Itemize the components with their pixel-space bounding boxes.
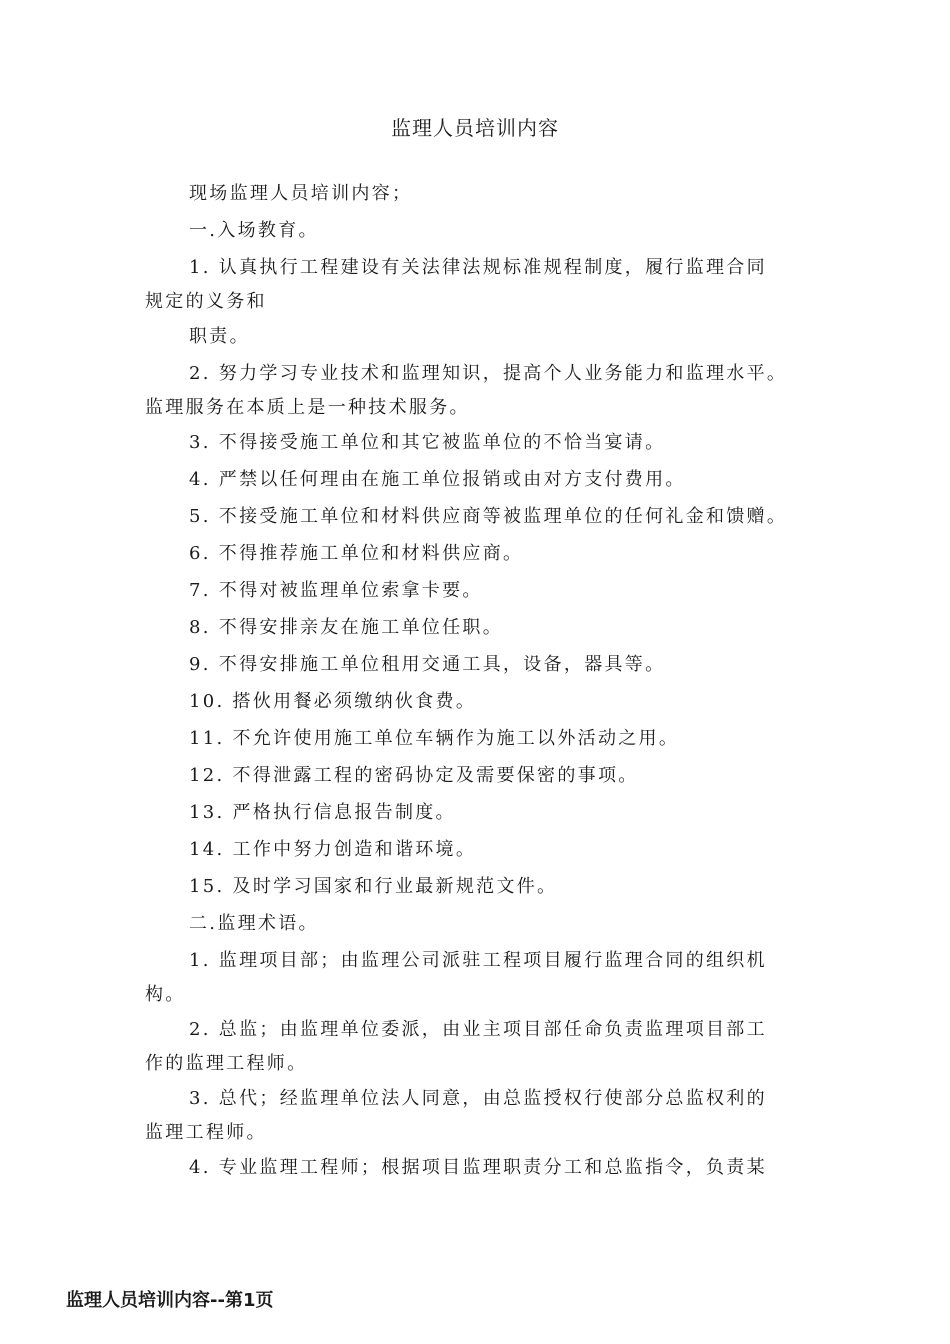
text-line: 4. 专业监理工程师；根据项目监理职责分工和总监指令，负责某 [189,1157,767,1178]
text-line: 1. 监理项目部；由监理公司派驻工程项目履行监理合同的组织机 [189,950,767,971]
text-line: 11. 不允许使用施工单位车辆作为施工以外活动之用。 [189,728,680,749]
text-line: 构。 [145,984,186,1005]
text-line: 3. 不得接受施工单位和其它被监单位的不恰当宴请。 [189,432,666,453]
text-line: 9. 不得安排施工单位租用交通工具，设备，器具等。 [189,654,666,675]
text-line: 现场监理人员培训内容； [189,183,413,204]
page-footer: 监理人员培训内容--第1页 [66,1290,274,1311]
text-line: 15. 及时学习国家和行业最新规范文件。 [189,876,558,897]
document-title: 监理人员培训内容 [391,116,559,140]
text-line: 6. 不得推荐施工单位和材料供应商。 [189,543,524,564]
text-line: 规定的义务和 [145,291,267,312]
text-line: 职责。 [189,326,250,347]
text-line: 4. 严禁以任何理由在施工单位报销或由对方支付费用。 [189,469,686,490]
document-body [145,175,815,1186]
text-line: 监理服务在本质上是一种技术服务。 [145,397,470,418]
text-line: 5. 不接受施工单位和材料供应商等被监理单位的任何礼金和馈赠。 [189,506,788,527]
text-line: 14. 工作中努力创造和谐环境。 [189,839,477,860]
text-line: 2. 努力学习专业技术和监理知识，提高个人业务能力和监理水平。 [189,363,788,384]
text-line: 7. 不得对被监理单位索拿卡要。 [189,580,483,601]
text-line: 12. 不得泄露工程的密码协定及需要保密的事项。 [189,765,639,786]
text-line: 8. 不得安排亲友在施工单位任职。 [189,617,503,638]
text-line: 作的监理工程师。 [145,1053,308,1074]
text-line: 一.入场教育。 [189,220,319,241]
text-line: 10. 搭伙用餐必须缴纳伙食费。 [189,691,477,712]
text-line: 监理工程师。 [145,1122,267,1143]
text-line: 3. 总代；经监理单位法人同意，由总监授权行使部分总监权利的 [189,1088,767,1109]
text-line: 1. 认真执行工程建设有关法律法规标准规程制度，履行监理合同 [189,257,767,278]
text-line: 二.监理术语。 [189,913,319,934]
text-line: 13. 严格执行信息报告制度。 [189,802,456,823]
text-line: 2. 总监；由监理单位委派，由业主项目部任命负责监理项目部工 [189,1019,767,1040]
